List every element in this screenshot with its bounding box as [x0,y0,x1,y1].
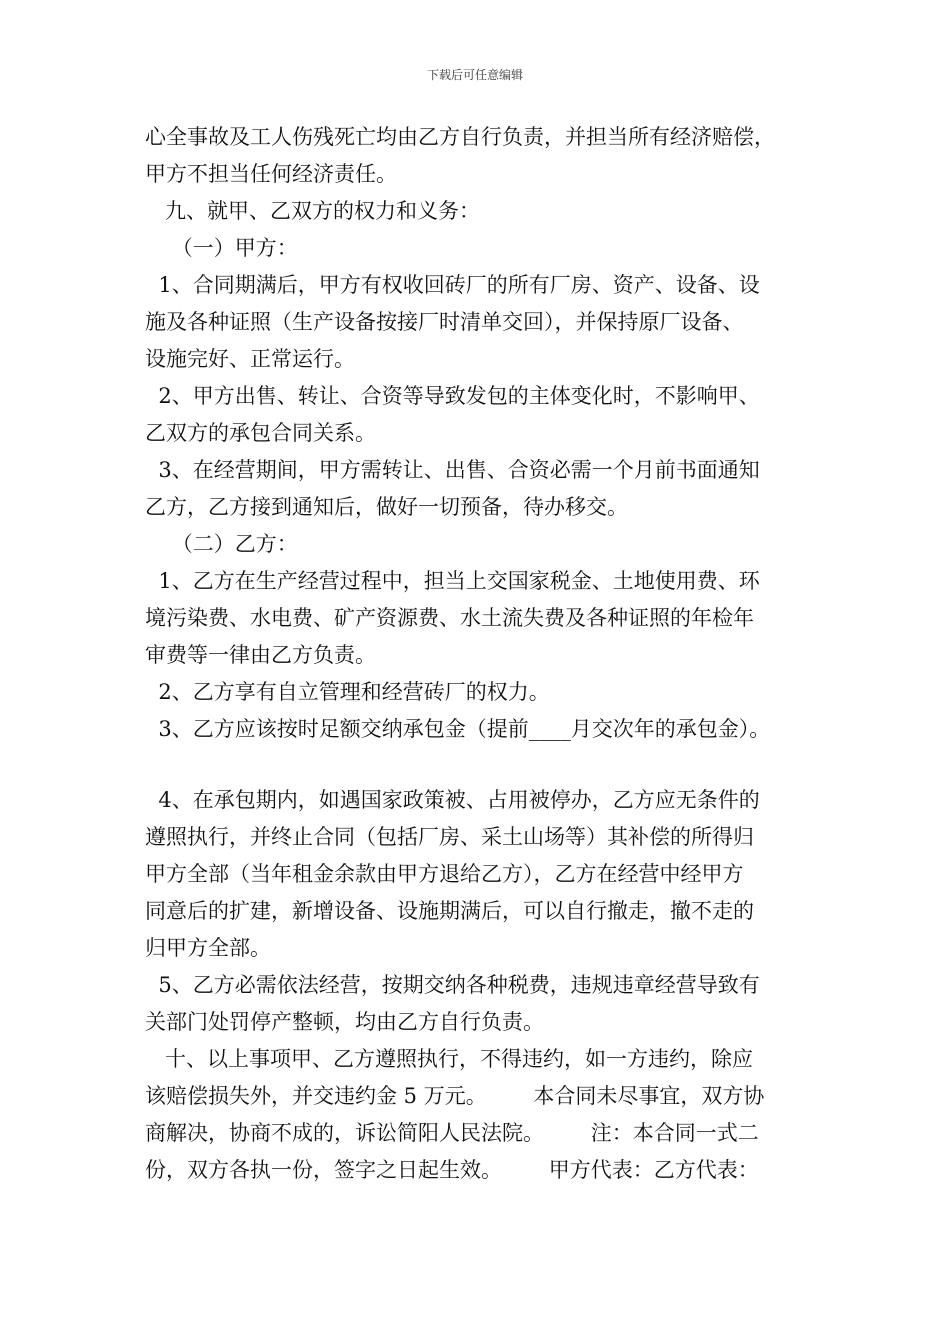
text-line: 设施完好、正常运行。 [145,347,355,371]
text-line: 3、在经营期间，甲方需转让、出售、合资必需一个月前书面通知 [145,458,760,482]
text-line: 乙方，乙方接到通知后，做好一切预备，待办移交。 [145,495,628,519]
text-line: 归甲方全部。 [145,936,271,960]
text-line: 甲方全部（当年租金余款由甲方退给乙方），乙方在经营中经甲方 [145,862,744,886]
text-line: 2、甲方出售、转让、合资等导致发包的主体变化时，不影响甲、 [145,384,760,408]
text-line: 3、乙方应该按时足额交纳承包金（提前____月交次年的承包金）。 [145,717,771,741]
text-line: 审费等一律由乙方负责。 [145,643,376,667]
text-line: 份，双方各执一份，签字之日起生效。 甲方代表：乙方代表： [145,1158,759,1182]
text-line: 1、乙方在生产经营过程中，担当上交国家税金、土地使用费、环 [145,569,760,593]
text-line: 关部门处罚停产整顿，均由乙方自行负责。 [145,1010,544,1034]
paragraph-gap [145,748,835,782]
text-line: 2、乙方享有自立管理和经营砖厂的权力。 [145,680,550,704]
text-line: 遵照执行，并终止合同（包括厂房、采土山场等）其补偿的所得归 [145,825,754,849]
text-line: 乙双方的承包合同关系。 [145,421,376,445]
document-body [145,119,835,1189]
text-line: 甲方不担当任何经济责任。 [145,162,397,186]
subsection-heading: （二）乙方： [145,532,298,556]
section-heading: 九、就甲、乙双方的权力和义务： [145,199,481,223]
text-line: 5、乙方必需依法经营，按期交纳各种税费，违规违章经营导致有 [145,973,760,997]
text-line: 施及各种证照（生产设备按接厂时清单交回），并保持原厂设备、 [145,310,744,334]
section-heading: 十、以上事项甲、乙方遵照执行，不得违约，如一方违约，除应 [145,1047,754,1071]
text-line: 同意后的扩建，新增设备、设施期满后，可以自行撤走，撤不走的 [145,899,754,923]
text-line: 心全事故及工人伤残死亡均由乙方自行负责，并担当所有经济赔偿， [145,125,775,149]
text-line: 1、合同期满后，甲方有权收回砖厂的所有厂房、资产、设备、设 [145,273,760,297]
text-line: 该赔偿损失外，并交违约金 5 万元。 本合同未尽事宜，双方协 [145,1084,765,1108]
text-line: 境污染费、水电费、矿产资源费、水土流失费及各种证照的年检年 [145,606,754,630]
text-line: 商解决，协商不成的，诉讼简阳人民法院。 注：本合同一式二 [145,1121,759,1145]
page-header: 下载后可任意编辑 [426,68,523,82]
text-line: 4、在承包期内，如遇国家政策被、占用被停办，乙方应无条件的 [145,788,760,812]
subsection-heading: （一）甲方： [145,236,298,260]
